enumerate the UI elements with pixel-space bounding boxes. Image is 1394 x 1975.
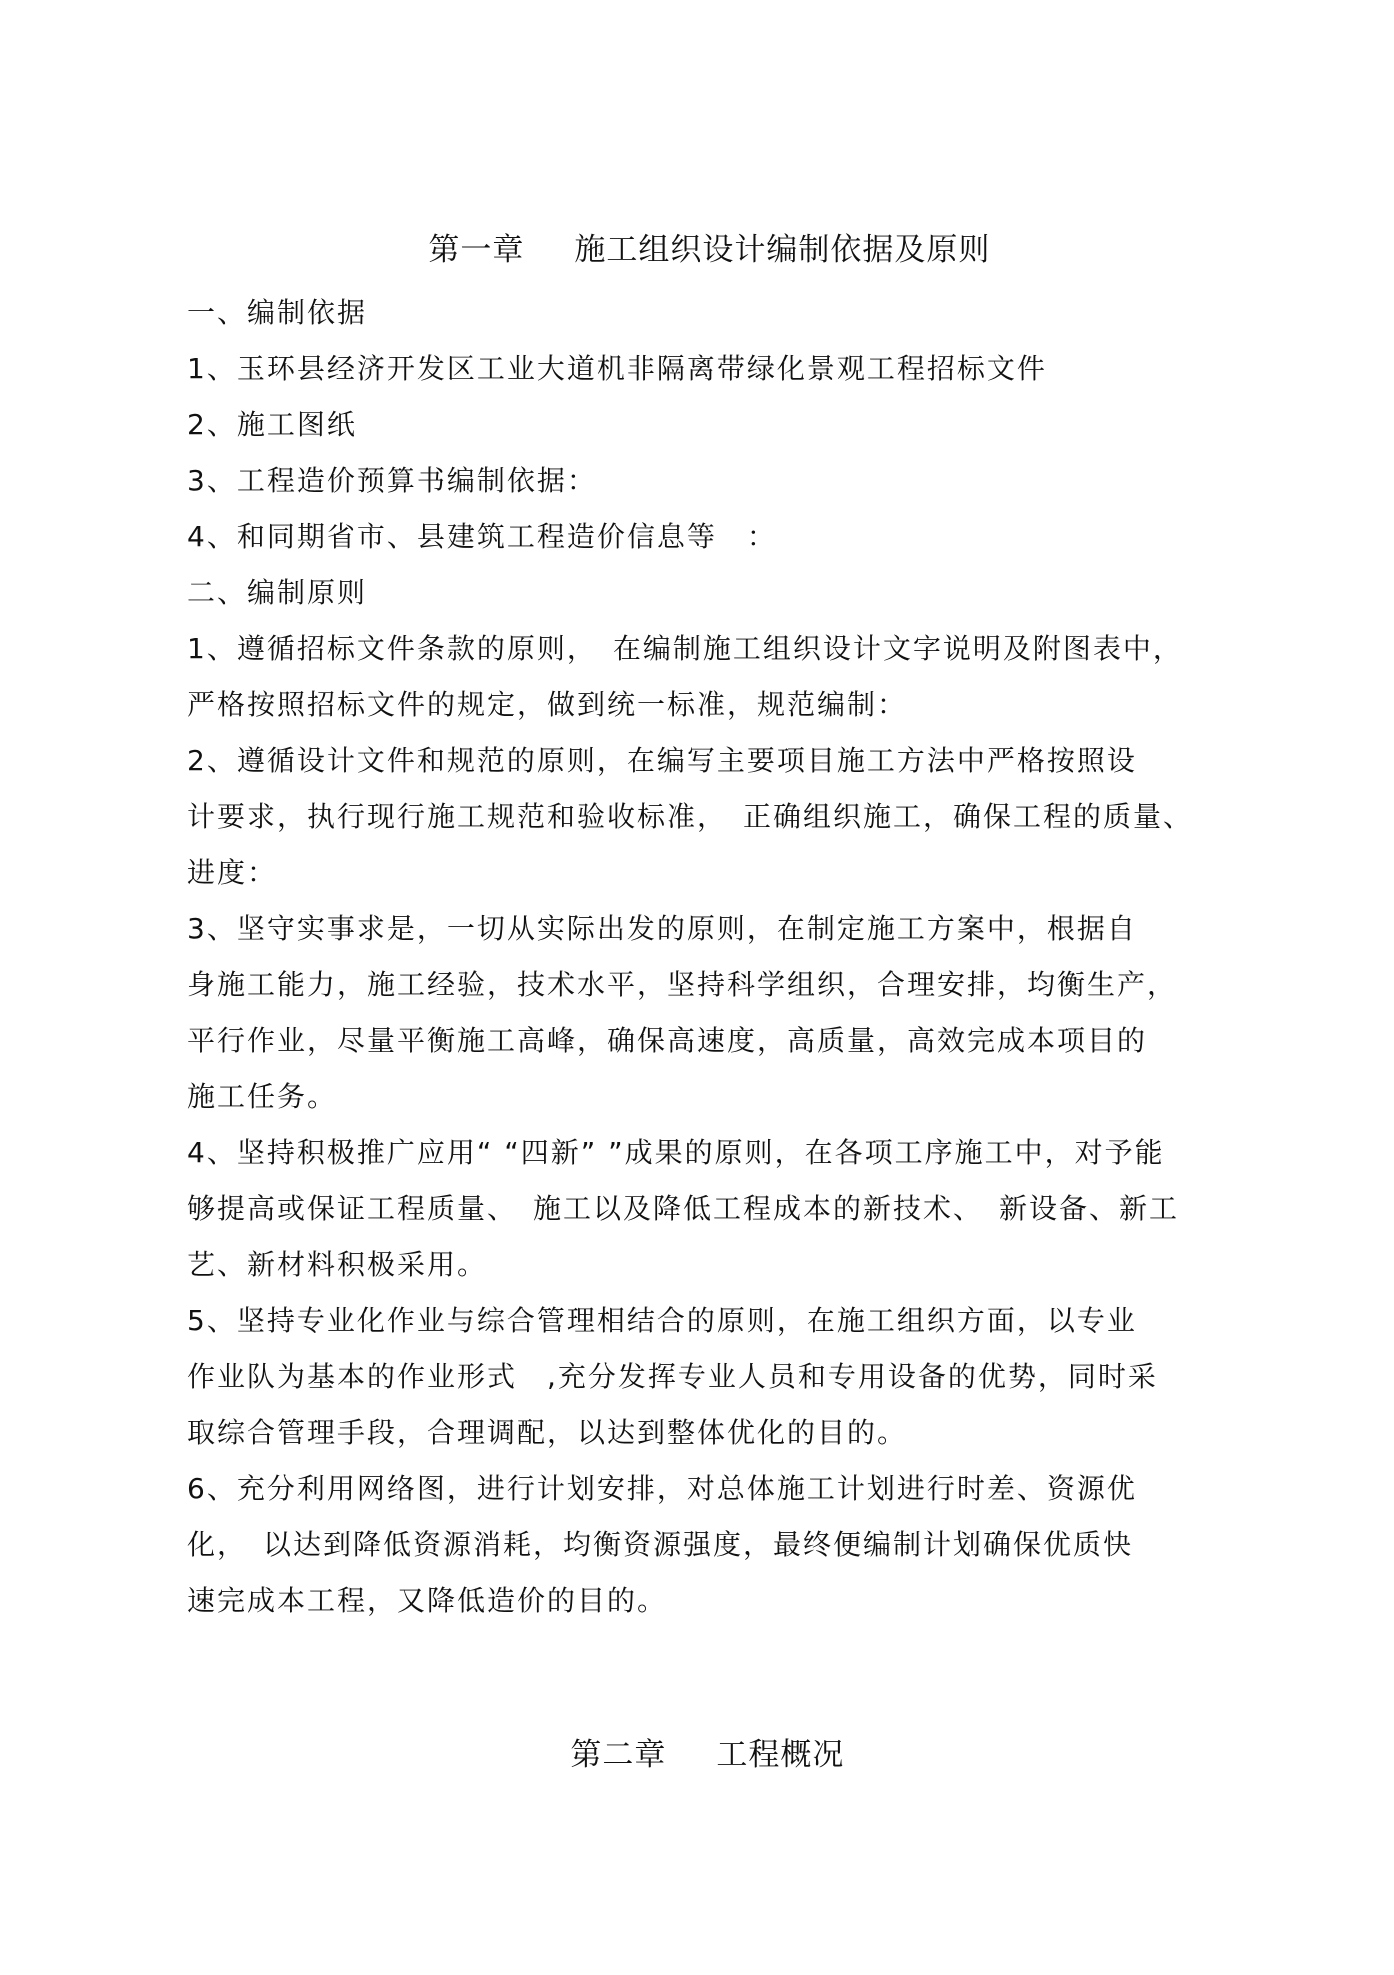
basis-item-4: 4、和同期省市、县建筑工程造价信息等 ： (187, 520, 777, 553)
principle-1-line-1: 1、遵循招标文件条款的原则， 在编制施工组织设计文字说明及附图表中， (187, 632, 1183, 665)
chapter-2-title: 工程概况 (716, 1737, 845, 1773)
principle-5-line-2: 作业队为基本的作业形式 ,充分发挥专业人员和专用设备的优势，同时采 (187, 1360, 1158, 1393)
chapter-1-number: 第一章 (428, 232, 525, 268)
chapter-2-number: 第二章 (570, 1737, 667, 1773)
principle-2-line-3: 进度： (187, 856, 278, 889)
principle-2-line-2: 计要求，执行现行施工规范和验收标准， 正确组织施工，确保工程的质量、 (187, 800, 1194, 833)
principle-2-line-1: 2、遵循设计文件和规范的原则，在编写主要项目施工方法中严格按照设 (187, 744, 1137, 777)
principle-1-line-2: 严格按照招标文件的规定，做到统一标准，规范编制： (187, 688, 908, 721)
principle-6-line-1: 6、充分利用网络图，进行计划安排，对总体施工计划进行时差、资源优 (187, 1472, 1137, 1505)
principle-3-line-1: 3、坚守实事求是，一切从实际出发的原则，在制定施工方案中，根据自 (187, 912, 1137, 945)
principle-5-line-3: 取综合管理手段，合理调配，以达到整体优化的目的。 (187, 1416, 908, 1449)
principle-4-line-1: 4、坚持积极推广应用“ “四新” ”成果的原则，在各项工序施工中，对予能 (187, 1136, 1165, 1169)
principle-4-line-2: 够提高或保证工程质量、 施工以及降低工程成本的新技术、 新设备、新工 (187, 1192, 1180, 1225)
section-heading-basis: 一、编制依据 (187, 296, 368, 329)
chapter-1-title: 施工组织设计编制依据及原则 (574, 232, 991, 268)
chapter-1-heading (385, 190, 990, 310)
principle-3-line-4: 施工任务。 (187, 1080, 338, 1113)
principle-3-line-2: 身施工能力，施工经验，技术水平，坚持科学组织，合理安排，均衡生产， (187, 968, 1178, 1001)
basis-item-3: 3、工程造价预算书编制依据： (187, 464, 597, 497)
chapter-2-heading (527, 1695, 844, 1815)
principle-5-line-1: 5、坚持专业化作业与综合管理相结合的原则，在施工组织方面，以专业 (187, 1304, 1137, 1337)
basis-item-2: 2、施工图纸 (187, 408, 357, 441)
principle-6-line-3: 速完成本工程，又降低造价的目的。 (187, 1584, 668, 1617)
section-heading-principles: 二、编制原则 (187, 576, 368, 609)
basis-item-1: 1、玉环县经济开发区工业大道机非隔离带绿化景观工程招标文件 (187, 352, 1047, 385)
principle-4-line-3: 艺、新材料积极采用。 (187, 1248, 488, 1281)
principle-6-line-2: 化， 以达到降低资源消耗，均衡资源强度，最终便编制计划确保优质快 (187, 1528, 1134, 1561)
principle-3-line-3: 平行作业，尽量平衡施工高峰，确保高速度，高质量，高效完成本项目的 (187, 1024, 1148, 1057)
